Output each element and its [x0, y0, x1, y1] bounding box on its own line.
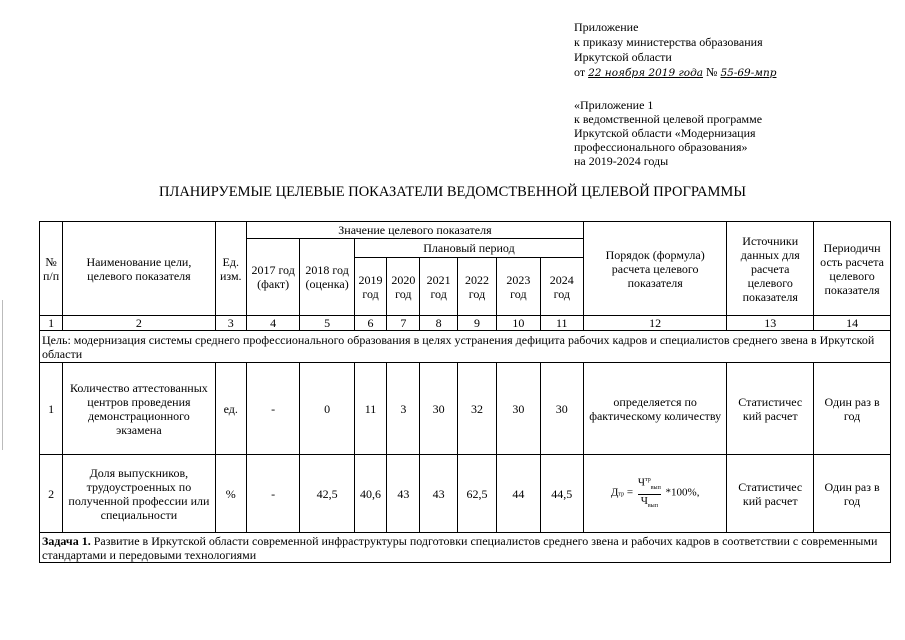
row-formula: определяется по фактическому количеству	[584, 363, 727, 455]
formula-den-sub: вып	[647, 503, 658, 510]
handwritten-date: 22 ноября 2019 года	[588, 67, 704, 79]
row-value-2019: 11	[354, 363, 386, 455]
row-value-2017: -	[246, 363, 299, 455]
formula-den-letter: Ч	[640, 495, 648, 508]
appendix-block	[574, 20, 894, 81]
appendix-line-4	[574, 65, 894, 81]
row-unit: ед.	[215, 363, 246, 455]
row-value-2017: -	[246, 455, 299, 533]
row-num: 2	[40, 455, 63, 533]
row-name: Доля выпускников, трудоустроенных по полученной профессии или специальности	[63, 455, 215, 533]
row-value-2020: 3	[387, 363, 420, 455]
formula-num-sup: тр	[645, 477, 651, 484]
formula-fraction	[638, 474, 661, 512]
row-value-2021: 43	[420, 455, 457, 533]
appendix-1-block	[574, 98, 894, 168]
col-number: 9	[457, 316, 496, 331]
scan-edge-line	[2, 300, 3, 450]
appendix-1-line-4: профессионального образования»	[574, 140, 748, 154]
formula-denominator	[638, 495, 661, 512]
row-value-2023: 30	[497, 363, 540, 455]
header-2023: 2023 год	[497, 258, 540, 316]
col-number: 8	[420, 316, 457, 331]
appendix-line-3: Иркутской области	[574, 50, 672, 64]
task-text: Развитие в Иркутской области современной инфраструктуры подготовки специалистов среднего звена и рабочих кадров в соответствии с современными стандартами и передовыми технологиями	[42, 533, 878, 562]
row-value-2022: 32	[457, 363, 496, 455]
header-2021: 2021 год	[420, 258, 457, 316]
header-2024: 2024 год	[540, 258, 583, 316]
header-2019: 2019 год	[354, 258, 386, 316]
header-period: Периодичн ость расчета целевого показателя	[814, 222, 891, 316]
goal-text: Цель: модернизация системы среднего профессионального образования в целях устранения дефицита рабочих кадров и специалистов среднего звена в Иркутской области	[40, 331, 891, 363]
appendix-1-line-3: Иркутской области «Модернизация	[574, 126, 756, 140]
formula-rhs: *100%,	[665, 487, 700, 500]
row-value-2018: 0	[300, 363, 355, 455]
col-number: 4	[246, 316, 299, 331]
row-name: Количество аттестованных центров проведения демонстрационного экзамена	[63, 363, 215, 455]
header-sources: Источники данных для расчета целевого показателя	[727, 222, 814, 316]
row-value-2020: 43	[387, 455, 420, 533]
row-value-2019: 40,6	[354, 455, 386, 533]
appendix-line-1: Приложение	[574, 20, 639, 34]
task-label: Задача 1.	[42, 533, 91, 548]
task-cell	[40, 533, 891, 563]
col-number: 3	[215, 316, 246, 331]
col-number: 14	[814, 316, 891, 331]
row-value-2023: 44	[497, 455, 540, 533]
row-value-2021: 30	[420, 363, 457, 455]
row-period: Один раз в год	[814, 455, 891, 533]
formula-num-letter: Ч	[637, 477, 645, 490]
appendix-1-line-2: к ведомственной целевой программе	[574, 112, 763, 126]
col-number: 2	[63, 316, 215, 331]
col-number: 12	[584, 316, 727, 331]
table-row	[40, 363, 891, 455]
header-formula: Порядок (формула) расчета целевого показателя	[584, 222, 727, 316]
table-row	[40, 455, 891, 533]
row-num: 1	[40, 363, 63, 455]
formula-num-sub: вып	[650, 485, 661, 492]
page-title: ПЛАНИРУЕМЫЕ ЦЕЛЕВЫЕ ПОКАЗАТЕЛИ ВЕДОМСТВЕННОЙ ЦЕЛЕВОЙ ПРОГРАММЫ	[159, 184, 746, 200]
header-planned-period: Плановый период	[354, 239, 583, 258]
header-2020: 2020 год	[387, 258, 420, 316]
appendix-1-line-1: «Приложение 1	[574, 98, 654, 112]
header-num: № п/п	[40, 222, 63, 316]
row-value-2024: 30	[540, 363, 583, 455]
header-unit: Ед. изм.	[215, 222, 246, 316]
col-number: 11	[540, 316, 583, 331]
formula-eq: =	[626, 487, 634, 500]
col-number: 5	[300, 316, 355, 331]
header-2022: 2022 год	[457, 258, 496, 316]
appendix-date-prefix: от	[574, 65, 586, 79]
task-row	[40, 533, 891, 563]
col-number: 7	[387, 316, 420, 331]
appendix-number-label: №	[706, 65, 718, 79]
indicators-table	[39, 221, 891, 563]
col-number: 10	[497, 316, 540, 331]
col-number: 6	[354, 316, 386, 331]
header-row-1	[40, 222, 891, 239]
header-value-group: Значение целевого показателя	[246, 222, 583, 239]
row-value-2024: 44,5	[540, 455, 583, 533]
row-period: Один раз в год	[814, 363, 891, 455]
goal-row	[40, 331, 891, 363]
handwritten-number: 55-69-мпр	[720, 67, 777, 79]
col-number: 1	[40, 316, 63, 331]
formula-lhs-sub: тр	[618, 492, 625, 499]
row-source: Статистичес кий расчет	[727, 455, 814, 533]
header-2018: 2018 год (оценка)	[300, 239, 355, 316]
row-formula	[584, 455, 727, 533]
header-2017: 2017 год (факт)	[246, 239, 299, 316]
appendix-line-2: к приказу министерства образования	[574, 35, 763, 49]
col-number: 13	[727, 316, 814, 331]
column-numbers-row	[40, 316, 891, 331]
header-name: Наименование цели, целевого показателя	[63, 222, 215, 316]
row-source: Статистичес кий расчет	[727, 363, 814, 455]
appendix-1-line-5: на 2019-2024 годы	[574, 154, 669, 168]
row-value-2022: 62,5	[457, 455, 496, 533]
row-value-2018: 42,5	[300, 455, 355, 533]
row-unit: %	[215, 455, 246, 533]
formula-lhs: Д	[610, 487, 619, 500]
formula-numerator	[638, 474, 661, 495]
